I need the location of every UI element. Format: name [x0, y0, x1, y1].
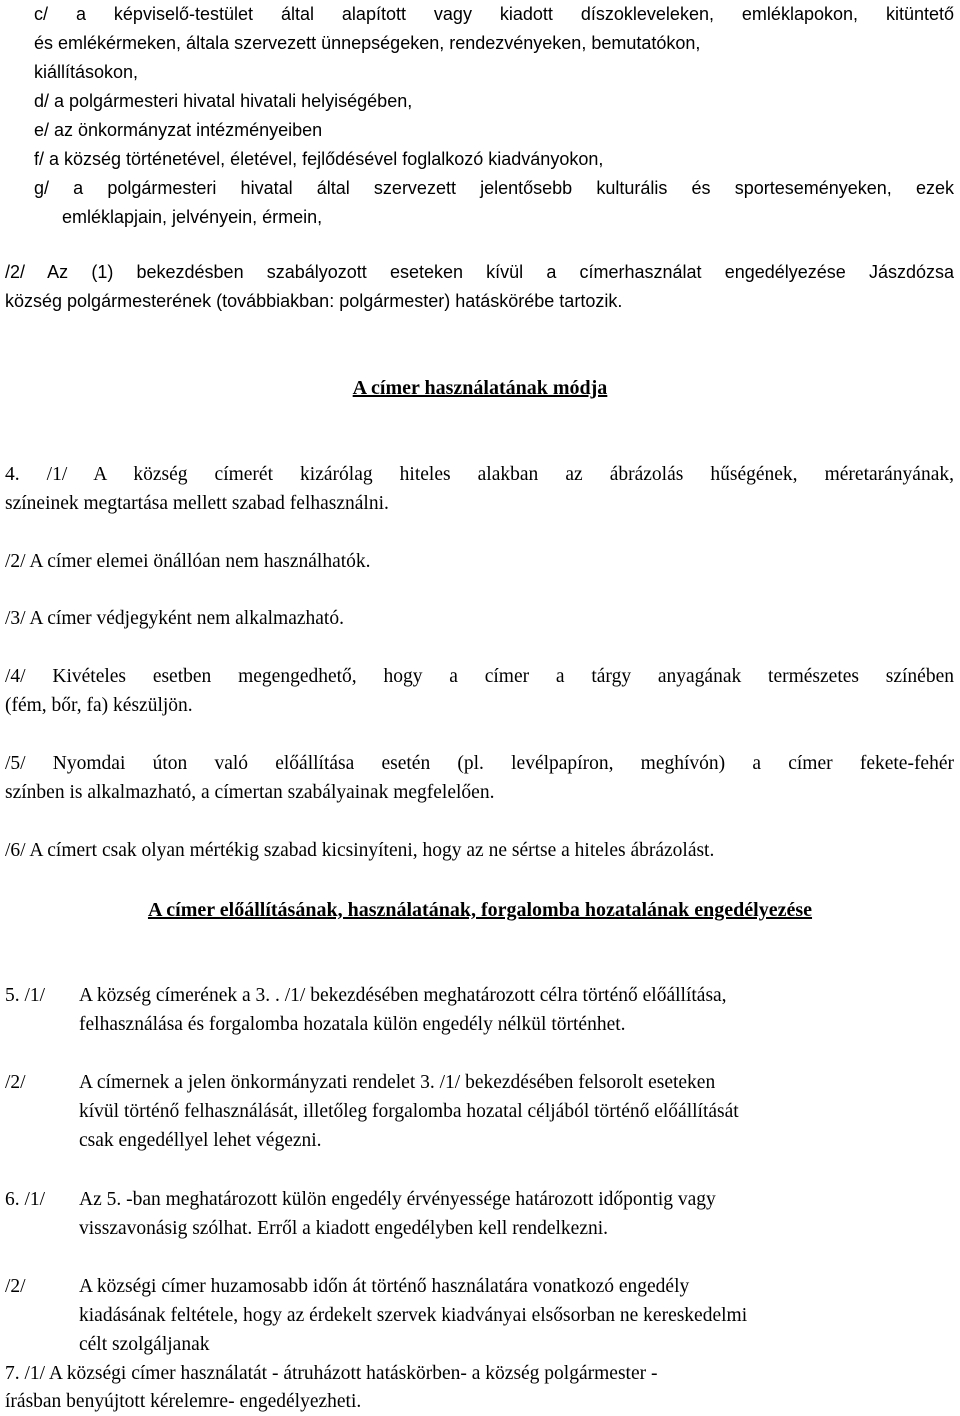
list-item-g-line-1: g/ a polgármesteri hivatal által szervezett jelentősebb kulturális és sporteseményeken, ezek [34, 178, 954, 198]
list-item-d: d/ a polgármesteri hivatal hivatali helyiségében, [34, 91, 413, 111]
section-6-p1-line-1: Az 5. -ban meghatározott külön engedély érvényessége határozott időpontig vagy [79, 1189, 716, 1210]
section-5-p2-line-2: kívül történő felhasználását, illetőleg forgalomba hozatal céljából történő előállítását [79, 1101, 739, 1122]
section-6-p2-line-1: A községi címer huzamosabb időn át történő használatára vonatkozó engedély [79, 1276, 690, 1297]
section-6-p2-line-3: célt szolgáljanak [79, 1334, 210, 1355]
section-4-p1-line-2: színeinek megtartása mellett szabad felhasználni. [5, 493, 389, 514]
section-4-p4-line-2: (fém, bőr, fa) készüljön. [5, 695, 193, 716]
list-item-e: e/ az önkormányzat intézményeiben [34, 120, 323, 140]
section-4-p5-line-1: /5/ Nyomdai úton való előállítása esetén (pl. levélpapíron, meghívón) a címer fekete-fehér [5, 753, 954, 774]
list-item-g-line-2: emléklapjain, jelvényein, érmein, [62, 207, 323, 227]
paragraph-3-2-line-2: község polgármesterének (továbbiakban: polgármester) hatáskörébe tartozik. [5, 291, 623, 311]
section-5-p1-line-2: felhasználása és forgalomba hozatala külön engedély nélkül történhet. [79, 1014, 626, 1035]
section-6-number: 6. /1/ [5, 1189, 46, 1210]
section-5-subnumber-2: /2/ [5, 1072, 26, 1093]
section-5-number: 5. /1/ [5, 985, 46, 1006]
list-item-c-line-1: c/ a képviselő-testület által alapított vagy kiadott díszokleveleken, emléklapokon, kitüntető [34, 4, 954, 24]
list-item-f: f/ a község történetével, életével, fejlődésével foglalkozó kiadványokon, [34, 149, 604, 169]
section-5-p2-line-3: csak engedéllyel lehet végezni. [79, 1130, 322, 1151]
section-5-p2-line-1: A címernek a jelen önkormányzati rendelet 3. /1/ bekezdésében felsorolt eseteken [79, 1072, 716, 1093]
paragraph-3-2-line-1: /2/ Az (1) bekezdésben szabályozott eseteken kívül a címerhasználat engedélyezése Jászdózsa [5, 262, 954, 282]
section-4-p6: /6/ A címert csak olyan mértékig szabad kicsinyíteni, hogy az ne sértse a hiteles ábrázolást. [5, 840, 715, 861]
list-item-c-line-3: kiállításokon, [34, 62, 139, 82]
section-4-p5-line-2: színben is alkalmazható, a címertan szabályainak megfelelően. [5, 782, 495, 803]
section-5-p1-line-1: A község címerének a 3. . /1/ bekezdésében meghatározott célra történő előállítása, [79, 985, 727, 1006]
section-6-subnumber-2: /2/ [5, 1276, 26, 1297]
section-4-p2: /2/ A címer elemei önállóan nem használhatók. [5, 551, 371, 572]
section-4-p1-line-1: 4. /1/ A község címerét kizárólag hiteles alakban az ábrázolás hűségének, méretarányának, [5, 464, 954, 485]
list-item-c-line-2: és emlékérmeken, általa szervezett ünnepségeken, rendezvényeken, bemutatókon, [34, 33, 701, 53]
section-6-p1-line-2: visszavonásig szólhat. Erről a kiadott engedélyben kell rendelkezni. [79, 1218, 609, 1239]
section-heading-usage: A címer használatának módja [352, 377, 608, 399]
section-6-p2-line-2: kiadásának feltétele, hogy az érdekelt szervek kiadványai elsősorban ne kereskedelmi [79, 1305, 748, 1326]
section-4-p4-line-1: /4/ Kivételes esetben megengedhető, hogy a címer a tárgy anyagának természetes színében [5, 666, 954, 687]
section-7-line-2: írásban benyújtott kérelemre- engedélyezheti. [5, 1391, 362, 1412]
section-heading-authorization: A címer előállításának, használatának, forgalomba hozatalának engedélyezése [147, 899, 813, 921]
section-7-line-1: 7. /1/ A községi címer használatát - átruházott hatáskörben- a község polgármester - [5, 1363, 658, 1384]
section-4-p3: /3/ A címer védjegyként nem alkalmazható. [5, 608, 344, 629]
